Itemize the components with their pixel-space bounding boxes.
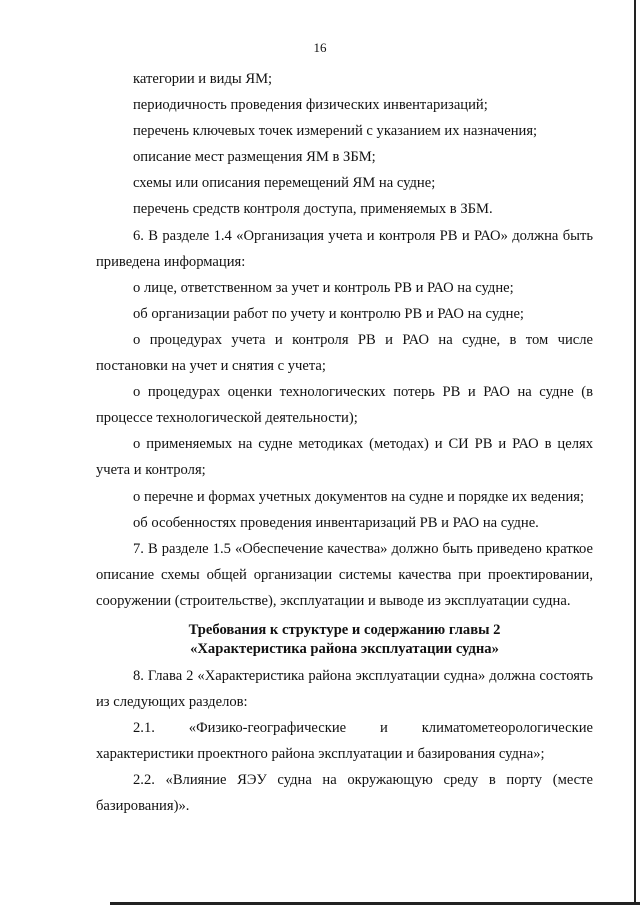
paragraph: о процедурах оценки технологических потерь РВ и РАО на судне (в процессе технологической деятельности); (96, 384, 593, 427)
paragraph: 2.1. «Физико-географические и климатометеорологические характеристики проектного района эксплуатации и базирования судна»; (96, 720, 593, 763)
heading-line: «Характеристика района эксплуатации судна» (190, 640, 499, 657)
paragraph: о лице, ответственном за учет и контроль РВ и РАО на судне; (133, 279, 514, 296)
paragraph: 6. В разделе 1.4 «Организация учета и контроля РВ и РАО» должна быть приведена информация: (96, 227, 593, 270)
scan-edge-right (634, 0, 636, 905)
page-number: 16 (313, 40, 327, 55)
heading-line: Требования к структуре и содержанию главы 2 (188, 621, 501, 638)
paragraph: 8. Глава 2 «Характеристика района эксплуатации судна» должна состоять из следующих разделов: (96, 667, 593, 711)
paragraph: 7. В разделе 1.5 «Обеспечение качества» должно быть приведено краткое описание схемы общей организации системы качества при проектировании, сооружении (строительстве), эксплуатации и выводе из эксплуатации судна. (96, 540, 593, 609)
paragraph: описание мест размещения ЯМ в ЗБМ; (133, 149, 376, 166)
paragraph: об организации работ по учету и контролю РВ и РАО на судне; (133, 305, 524, 322)
paragraph: об особенностях проведения инвентаризаций РВ и РАО на судне. (133, 514, 539, 531)
paragraph: схемы или описания перемещений ЯМ на судне; (133, 175, 436, 192)
paragraph: 2.2. «Влияние ЯЭУ судна на окружающую среду в порту (месте базирования)». (96, 772, 593, 815)
body-text (96, 66, 593, 820)
paragraph: перечень ключевых точек измерений с указанием их назначения; (133, 123, 538, 140)
paragraph: о перечне и формах учетных документов на судне и порядке их ведения; (133, 488, 585, 505)
paragraph: категории и виды ЯМ; (133, 71, 273, 87)
paragraph: о применяемых на судне методиках (методах) и СИ РВ и РАО в целях учета и контроля; (96, 436, 593, 479)
section-heading (96, 621, 593, 659)
paragraph: перечень средств контроля доступа, применяемых в ЗБМ. (133, 201, 493, 218)
paragraph: о процедурах учета и контроля РВ и РАО на судне, в том числе постановки на учет и снятия с учета; (96, 331, 593, 375)
paragraph: периодичность проведения физических инвентаризаций; (133, 97, 488, 114)
